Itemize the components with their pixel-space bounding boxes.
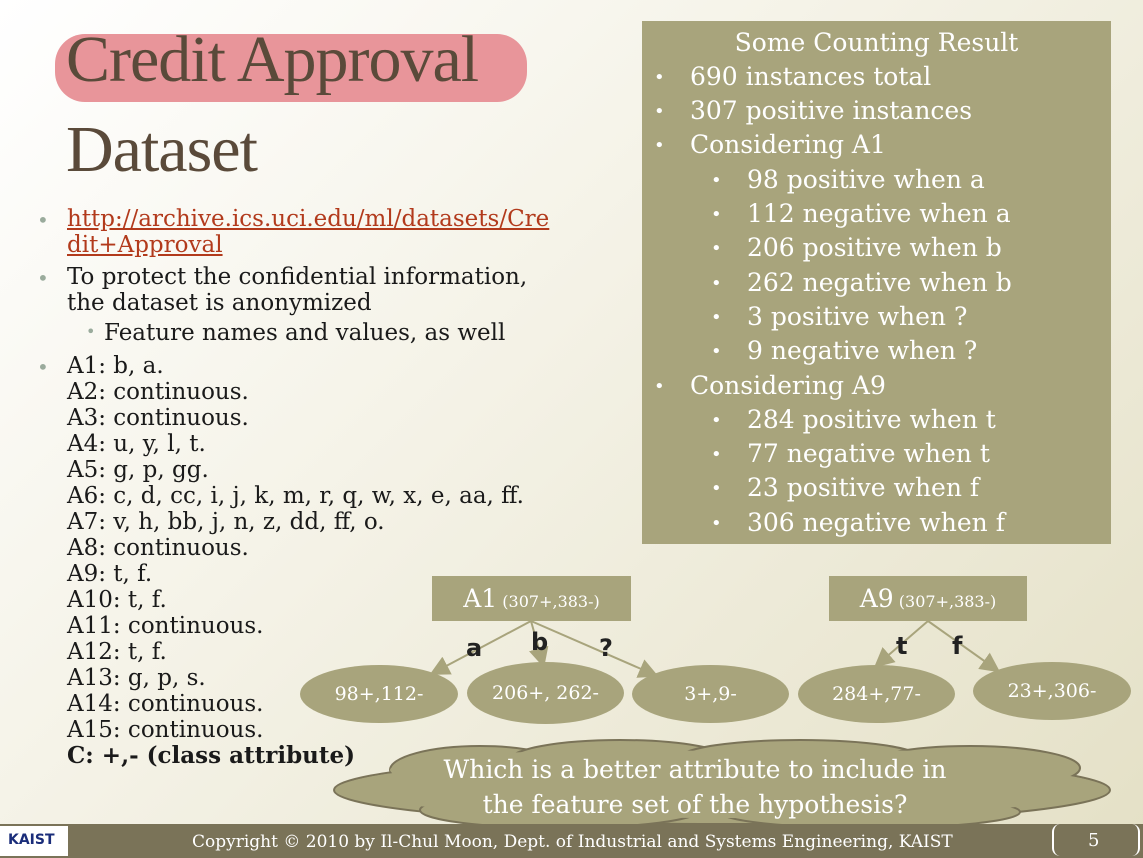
protect-text: To protect the confidential information, the dataset is anonymized [67, 264, 528, 316]
panel-subitem: 77 negative when t [747, 439, 990, 468]
tree-root-a1 [432, 576, 631, 621]
panel-item: 690 instances total [690, 62, 932, 91]
root-counts: (307+,383-) [502, 592, 600, 611]
attribute-item: A1: b, a. [67, 353, 164, 379]
leaf-node: 3+,9- [632, 665, 789, 723]
bullet-icon: • [711, 273, 722, 294]
panel-subitem: 23 positive when f [747, 473, 980, 502]
bullet-icon: • [711, 307, 722, 328]
page-title: Credit Approval [66, 23, 479, 96]
page-number: 5 [1088, 830, 1100, 851]
panel-subitem: 284 positive when t [747, 405, 996, 434]
leaf-node: 206+, 262- [467, 662, 624, 724]
leaf-node: 98+,112- [300, 665, 458, 723]
attribute-item: A3: continuous. [67, 405, 249, 431]
edge-arrow-f [928, 621, 997, 670]
attribute-item: A8: continuous. [67, 535, 249, 561]
panel-item: Considering A1 [690, 130, 886, 159]
edge-label: t [896, 632, 908, 660]
tree-root-a9 [829, 576, 1027, 621]
attribute-item: A12: t, f. [67, 639, 167, 665]
panel-subitem: 3 positive when ? [747, 302, 968, 331]
bullet-icon: • [711, 444, 722, 465]
panel-subitem: 98 positive when a [747, 165, 985, 194]
attribute-item: A5: g, p, gg. [67, 457, 209, 483]
attribute-item: A2: continuous. [67, 379, 249, 405]
panel-item: 307 positive instances [690, 96, 973, 125]
panel-subitem: 262 negative when b [747, 268, 1012, 297]
edge-label: f [952, 632, 963, 660]
leaf-node: 284+,77- [798, 665, 955, 723]
page-title-line2: Dataset [66, 113, 257, 186]
kaist-logo: KAIST [8, 832, 55, 848]
attribute-item: A9: t, f. [67, 561, 153, 587]
panel-subitem: 306 negative when f [747, 508, 1005, 537]
panel-subitem: 112 negative when a [747, 199, 1011, 228]
attribute-item: A6: c, d, cc, i, j, k, m, r, q, w, x, e, aa, ff. [67, 483, 524, 509]
class-attribute: C: +,- (class attribute) [67, 742, 356, 769]
panel-subitem: 206 positive when b [747, 233, 1002, 262]
bullet-icon: • [654, 376, 665, 397]
root-counts: (307+,383-) [898, 592, 997, 611]
bullet-icon: • [654, 67, 665, 88]
sub-bullet-text: Feature names and values, as well [104, 320, 506, 346]
attribute-item: A15: continuous. [67, 717, 264, 743]
root-name: A9 [859, 584, 894, 613]
attribute-item: A11: continuous. [67, 613, 264, 639]
attribute-item: A10: t, f. [67, 587, 167, 613]
panel-subitem: 9 negative when ? [747, 336, 978, 365]
bullet-icon: • [711, 170, 722, 191]
edge-label: ? [599, 634, 613, 662]
bullet-icon: • [37, 208, 49, 232]
leaf-node: 23+,306- [973, 662, 1131, 720]
root-name: A1 [463, 584, 498, 613]
attribute-item: A7: v, h, bb, j, n, z, dd, ff, o. [67, 509, 385, 535]
edge-label: b [531, 628, 549, 656]
panel-item: Considering A9 [690, 371, 886, 400]
attribute-item: A13: g, p, s. [67, 665, 206, 691]
copyright-text: Copyright © 2010 by Il-Chul Moon, Dept. of Industrial and Systems Engineering, KAIST [192, 832, 953, 852]
bullet-icon: • [711, 478, 722, 499]
attribute-item: A4: u, y, l, t. [67, 431, 206, 457]
bullet-icon: • [37, 355, 49, 379]
bullet-icon: • [37, 266, 49, 290]
dataset-link[interactable]: http://archive.ics.uci.edu/ml/datasets/Credit+Approval [67, 206, 550, 258]
attribute-item: A14: continuous. [67, 691, 264, 717]
bullet-icon: • [711, 238, 722, 259]
bullet-icon: • [654, 135, 665, 156]
question-text: Which is a better attribute to include in the feature set of the hypothesis? [443, 755, 947, 819]
panel-title: Some Counting Result [734, 28, 1019, 57]
edge-label: a [466, 634, 483, 662]
bullet-icon: • [654, 101, 665, 122]
bullet-icon: • [711, 341, 722, 362]
bullet-icon: • [711, 204, 722, 225]
bullet-icon: • [86, 322, 96, 341]
bullet-icon: • [711, 410, 722, 431]
bullet-icon: • [711, 513, 722, 534]
